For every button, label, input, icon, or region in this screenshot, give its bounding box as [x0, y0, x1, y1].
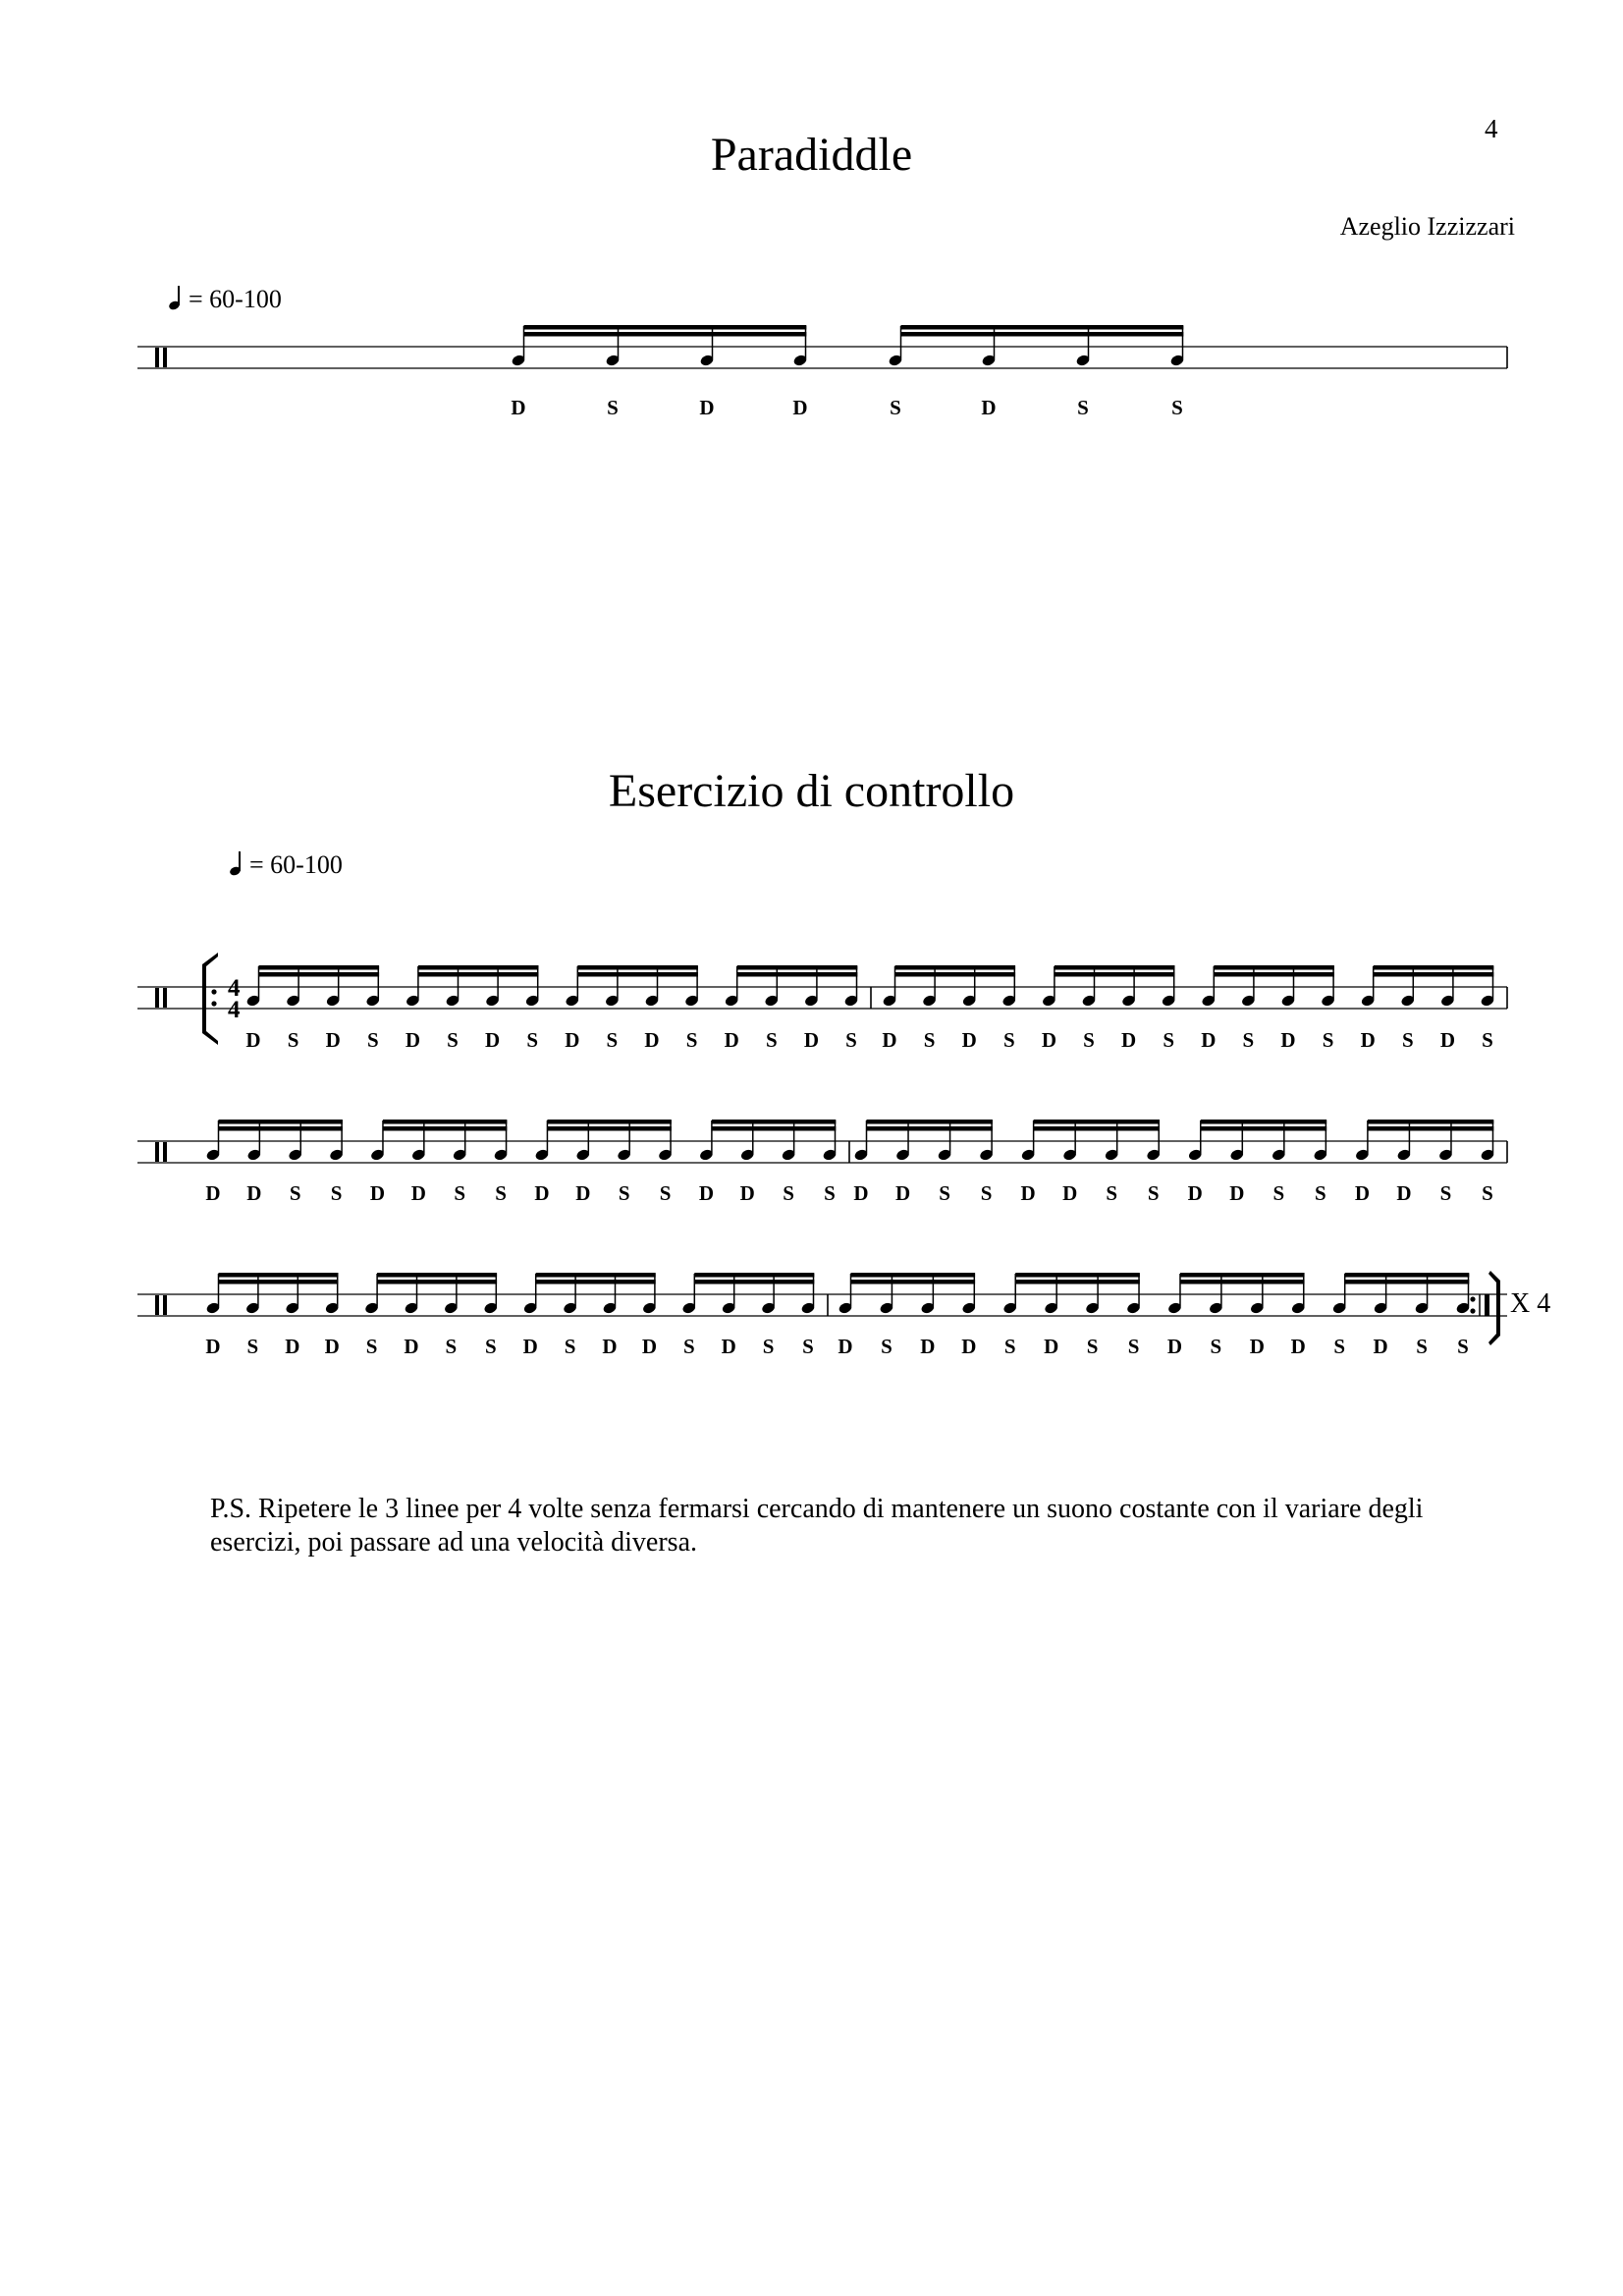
system-bracket-icon [202, 953, 218, 1045]
percussion-clef-icon [155, 1295, 159, 1315]
repeat-dot [1470, 1296, 1475, 1301]
sticking-letter: D [205, 1181, 221, 1205]
sticking-letter: D [698, 1181, 714, 1205]
exercise-line-2-beam [547, 1126, 671, 1131]
exercise-line-2-beam [867, 1120, 993, 1124]
sticking-letter: S [447, 1028, 459, 1052]
sticking-letter: S [606, 1028, 619, 1052]
exercise-line-2-beam [1034, 1120, 1160, 1124]
sticking-letter: S [445, 1335, 458, 1358]
sticking-letter: D [602, 1335, 618, 1358]
sticking-letter: D [205, 1335, 221, 1358]
sticking-letter: D [1044, 1335, 1059, 1358]
sticking-letter: D [565, 1028, 580, 1052]
sticking-letter: S [1439, 1181, 1452, 1205]
sticking-letter: D [1280, 1028, 1296, 1052]
exercise-line-1-beam [418, 965, 539, 970]
sticking-letter: D [1020, 1181, 1036, 1205]
sticking-letter: S [1315, 1181, 1326, 1205]
time-signature-denominator: 4 [228, 997, 241, 1023]
sticking-letter: D [369, 1181, 386, 1205]
sticking-letter: D [1062, 1181, 1078, 1205]
exercise-line-3-beam [694, 1273, 814, 1278]
exercise-line-3-beam [377, 1273, 497, 1278]
exercise-line-1-beam [1374, 965, 1494, 970]
sticking-letter: D [961, 1028, 977, 1052]
exercise-line-2-beam [712, 1126, 836, 1131]
sticking-letter: D [1041, 1028, 1056, 1052]
exercise-line-2-beam [867, 1126, 993, 1131]
sticking-letter: D [1249, 1335, 1265, 1358]
exercise-line-3-beam [1015, 1280, 1140, 1285]
time-signature-numerator: 4 [228, 975, 241, 1002]
sticking-letter: S [939, 1181, 950, 1205]
sticking-letter: S [1457, 1335, 1469, 1358]
exercise-line-3-beam [377, 1280, 497, 1285]
sticking-letter: S [765, 1028, 778, 1052]
sticking-letter: S [246, 1335, 259, 1358]
exercise-line-1-beam [418, 972, 539, 977]
sticking-letter: S [618, 1181, 630, 1205]
exercise-line-1-beam [577, 972, 698, 977]
sticking-letter: D [522, 1335, 538, 1358]
piece-title-paradiddle: Paradiddle [710, 129, 913, 181]
sticking-letter: S [980, 1181, 993, 1205]
sticking-letter: S [484, 1335, 497, 1358]
sticking-letter: S [824, 1181, 836, 1205]
tempo-value-2: = 60-100 [249, 850, 343, 879]
exercise-line-3-beam [219, 1280, 339, 1285]
sticking-letter: S [1106, 1181, 1118, 1205]
exercise-line-1-beam [1214, 972, 1334, 977]
sticking-letter: D [721, 1335, 736, 1358]
sticking-letter: D [1439, 1028, 1455, 1052]
sticking-letter: D [1354, 1181, 1370, 1205]
percussion-clef-icon [155, 348, 159, 367]
percussion-clef-icon [155, 988, 159, 1008]
exercise-line-2-beam [383, 1126, 507, 1131]
exercise-line-1-beam [1374, 972, 1494, 977]
sticking-letter: D [644, 1028, 660, 1052]
sticking-letter: S [682, 1335, 695, 1358]
exercise-line-3-beam [1180, 1280, 1305, 1285]
sticking-letter: D [1360, 1028, 1376, 1052]
sticking-letter: S [1482, 1181, 1493, 1205]
sticking-letter: S [454, 1181, 466, 1205]
sticking-letter: D [1373, 1335, 1388, 1358]
exercise-line-3-beam [694, 1280, 814, 1285]
paradiddle-beam [901, 325, 1184, 330]
sticking-letter: S [526, 1028, 539, 1052]
sticking-letter: D [245, 1028, 261, 1052]
sticking-letter: D [405, 1028, 420, 1052]
repeat-dot [211, 1001, 216, 1006]
sticking-letter: S [923, 1028, 936, 1052]
sticking-letter: S [1147, 1181, 1160, 1205]
sticking-letter: D [1290, 1335, 1306, 1358]
end-bracket-icon [1488, 1271, 1500, 1345]
exercise-line-1-beam [1214, 965, 1334, 970]
sticking-letter: S [495, 1181, 507, 1205]
sticking-letter: D [1166, 1335, 1183, 1358]
exercise-line-2-beam [547, 1120, 671, 1124]
sticking-letter: S [1482, 1028, 1493, 1052]
sticking-letter: D [511, 396, 526, 419]
sticking-letter: D [285, 1335, 300, 1358]
page-number: 4 [1485, 114, 1498, 143]
repeat-dot [1470, 1308, 1475, 1313]
sticking-letter: D [739, 1181, 755, 1205]
exercise-line-2-beam [1201, 1126, 1326, 1131]
sticking-letter: D [1121, 1028, 1137, 1052]
composer-name: Azeglio Izzizzari [1339, 212, 1515, 241]
sticking-letter: D [1201, 1028, 1217, 1052]
sticking-letter: D [575, 1181, 591, 1205]
sticking-letter: S [1210, 1335, 1222, 1358]
sticking-letter: S [287, 1028, 299, 1052]
sticking-letter: S [890, 396, 901, 419]
sticking-letter: S [1171, 396, 1183, 419]
exercise-line-3-beam [851, 1273, 976, 1278]
exercise-line-1-beam [895, 972, 1016, 977]
exercise-line-1-beam [737, 972, 858, 977]
sticking-letter: S [289, 1181, 301, 1205]
sticking-letter: D [325, 1028, 341, 1052]
exercise-line-2-beam [1368, 1120, 1493, 1124]
exercise-line-3-beam [536, 1280, 656, 1285]
sticking-letter: S [607, 396, 619, 419]
sticking-letter: S [685, 1028, 698, 1052]
exercise-line-2-beam [1368, 1126, 1493, 1131]
tempo-value-1: = 60-100 [189, 285, 282, 313]
exercise-line-1-beam [1055, 965, 1175, 970]
sticking-letter: S [1163, 1028, 1175, 1052]
sticking-letter: S [1322, 1028, 1334, 1052]
sticking-letter: S [564, 1335, 576, 1358]
sticking-letter: S [1333, 1335, 1346, 1358]
sticking-letter: D [485, 1028, 501, 1052]
sticking-letter: D [699, 396, 715, 419]
exercise-line-1-beam [577, 965, 698, 970]
paradiddle-beam [901, 332, 1184, 337]
exercise-line-3-beam [851, 1280, 976, 1285]
repeat-count: X 4 [1510, 1288, 1551, 1319]
percussion-clef-icon [163, 1142, 167, 1162]
sticking-letter: D [853, 1181, 869, 1205]
exercise-line-2-beam [1034, 1126, 1160, 1131]
exercise-line-3-beam [1015, 1273, 1140, 1278]
sticking-letter: D [246, 1181, 262, 1205]
percussion-clef-icon [163, 988, 167, 1008]
sticking-letter: D [534, 1181, 550, 1205]
sticking-letter: S [1272, 1181, 1285, 1205]
sticking-letter: D [882, 1028, 897, 1052]
sticking-letter: S [802, 1335, 814, 1358]
piece-title-esercizio: Esercizio di controllo [608, 765, 1015, 817]
sticking-letter: S [1401, 1028, 1414, 1052]
sticking-letter: D [410, 1181, 426, 1205]
sticking-letter: D [803, 1028, 819, 1052]
paradiddle-beam [524, 332, 807, 337]
end-repeat-barline-thick [1485, 1294, 1489, 1316]
sticking-letter: S [1127, 1335, 1140, 1358]
exercise-line-2-beam [1201, 1120, 1326, 1124]
percussion-clef-icon [163, 1295, 167, 1315]
percussion-clef-icon [163, 348, 167, 367]
sticking-letter: S [365, 1335, 378, 1358]
exercise-line-1-beam [259, 965, 380, 970]
sticking-letter: S [762, 1335, 775, 1358]
sticking-letter: S [1416, 1335, 1428, 1358]
exercise-line-3-beam [1180, 1273, 1305, 1278]
sticking-letter: D [838, 1335, 853, 1358]
sticking-letter: S [1002, 1028, 1015, 1052]
exercise-line-3-beam [536, 1273, 656, 1278]
sticking-letter: S [1003, 1335, 1016, 1358]
repeat-dot [211, 989, 216, 994]
exercise-line-3-beam [1345, 1280, 1470, 1285]
sticking-letter: S [1083, 1028, 1095, 1052]
exercise-line-2-beam [712, 1120, 836, 1124]
sticking-letter: D [1187, 1181, 1203, 1205]
sticking-letter: D [1396, 1181, 1412, 1205]
sticking-letter: S [881, 1335, 893, 1358]
sticking-letter: S [330, 1181, 343, 1205]
sticking-letter: D [724, 1028, 739, 1052]
sticking-letter: D [894, 1181, 911, 1205]
sticking-letter: D [961, 1335, 977, 1358]
sticking-letter: S [659, 1181, 672, 1205]
sticking-letter: S [1077, 396, 1089, 419]
exercise-line-1-beam [895, 965, 1016, 970]
sticking-letter: D [641, 1335, 657, 1358]
sticking-letter: S [783, 1181, 794, 1205]
sticking-letter: D [324, 1335, 340, 1358]
exercise-line-2-beam [219, 1120, 343, 1124]
exercise-line-1-beam [259, 972, 380, 977]
exercise-line-1-beam [737, 965, 858, 970]
exercise-line-2-beam [219, 1126, 343, 1131]
sticking-letter: D [981, 396, 997, 419]
sticking-letter: D [920, 1335, 936, 1358]
sticking-letter: S [845, 1028, 857, 1052]
exercise-line-3-beam [1345, 1273, 1470, 1278]
sticking-letter: S [366, 1028, 379, 1052]
exercise-line-2-beam [383, 1120, 507, 1124]
paradiddle-beam [524, 325, 807, 330]
sticking-letter: D [792, 396, 808, 419]
sticking-letter: S [1086, 1335, 1099, 1358]
exercise-line-3-beam [219, 1273, 339, 1278]
sticking-letter: D [404, 1335, 419, 1358]
ps-note: P.S. Ripetere le 3 linee per 4 volte senza fermarsi cercando di mantenere un suono costante con il variare degli esercizi, poi passare ad una velocità diversa. [210, 1494, 1424, 1558]
exercise-line-1-beam [1055, 972, 1175, 977]
percussion-clef-icon [155, 1142, 159, 1162]
sticking-letter: S [1242, 1028, 1255, 1052]
sticking-letter: D [1229, 1181, 1245, 1205]
